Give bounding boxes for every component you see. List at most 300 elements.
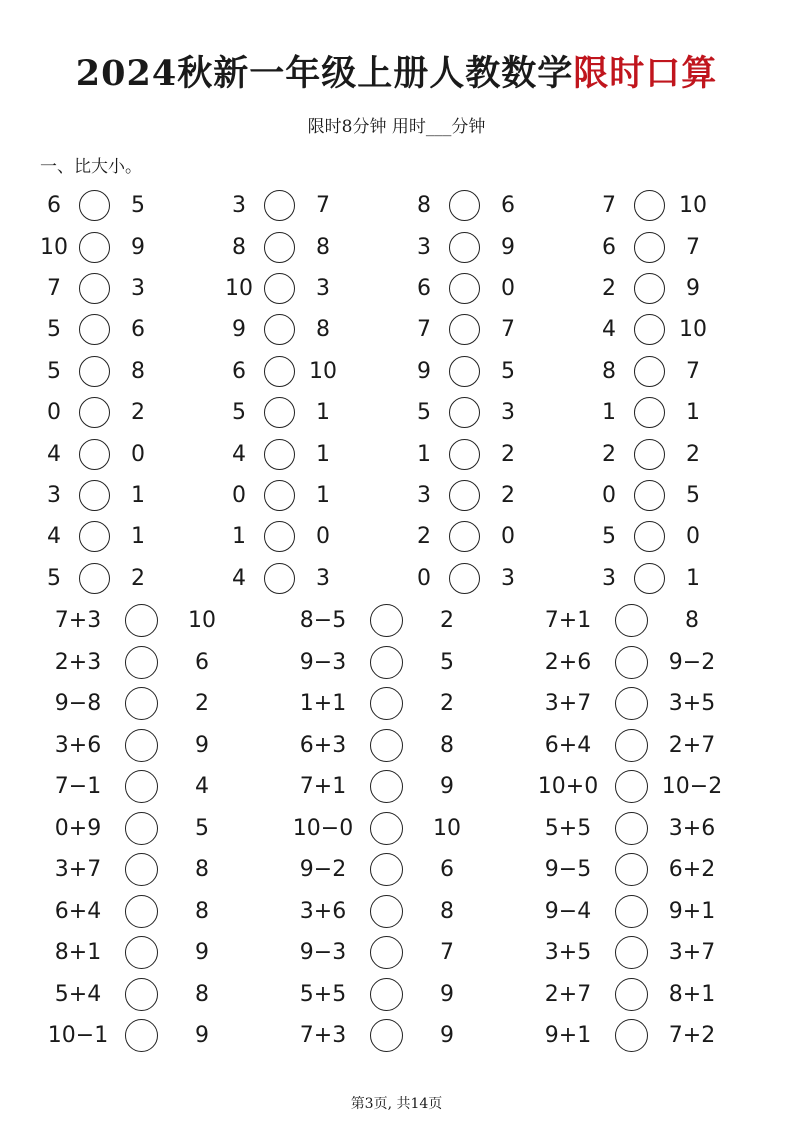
answer-circle[interactable]: [634, 314, 665, 345]
left-operand: 9−3: [299, 649, 347, 675]
left-operand: 4: [47, 524, 61, 550]
left-operand: 3: [47, 482, 61, 508]
right-operand: 3+7: [668, 940, 716, 966]
compare-item: [30, 356, 215, 387]
answer-circle[interactable]: [79, 480, 110, 511]
right-operand: 9: [195, 1023, 209, 1049]
left-operand: 1+1: [299, 691, 347, 717]
compare-item: [585, 563, 770, 594]
right-operand: 3+6: [668, 815, 716, 841]
problem-row: [38, 808, 778, 850]
answer-circle[interactable]: [449, 521, 480, 552]
left-operand: 3: [602, 565, 616, 591]
answer-circle[interactable]: [79, 273, 110, 304]
compare-item: [215, 480, 400, 511]
answer-circle[interactable]: [264, 273, 295, 304]
answer-circle[interactable]: [615, 729, 648, 762]
problem-row: [30, 309, 770, 350]
left-operand: 10+0: [537, 774, 599, 800]
problem-row: [30, 516, 770, 557]
answer-circle[interactable]: [125, 895, 158, 928]
left-operand: 4: [602, 317, 616, 343]
compare-item: [283, 646, 528, 679]
answer-circle[interactable]: [370, 978, 403, 1011]
compare-item: [215, 232, 400, 263]
compare-item: [38, 604, 283, 637]
answer-circle[interactable]: [370, 895, 403, 928]
left-operand: 9−2: [299, 857, 347, 883]
compare-item: [38, 729, 283, 762]
compare-item: [400, 232, 585, 263]
left-operand: 7+3: [54, 608, 102, 634]
left-operand: 6: [232, 358, 246, 384]
answer-circle[interactable]: [79, 397, 110, 428]
title-highlight: 限时口算: [573, 53, 718, 94]
right-operand: 0: [686, 524, 700, 550]
right-operand: 3: [316, 275, 330, 301]
right-operand: 8: [440, 732, 454, 758]
right-operand: 3: [501, 565, 515, 591]
compare-item: [528, 687, 773, 720]
right-operand: 10: [679, 193, 707, 219]
left-operand: 8: [417, 193, 431, 219]
left-operand: 2+6: [544, 649, 592, 675]
compare-item: [400, 439, 585, 470]
right-operand: 7: [686, 234, 700, 260]
compare-item: [585, 521, 770, 552]
answer-circle[interactable]: [449, 397, 480, 428]
left-operand: 0: [232, 482, 246, 508]
left-operand: 5+4: [54, 981, 102, 1007]
left-operand: 8: [232, 234, 246, 260]
left-operand: 10: [225, 275, 253, 301]
compare-item: [400, 397, 585, 428]
answer-circle[interactable]: [79, 232, 110, 263]
right-operand: 9: [131, 234, 145, 260]
left-operand: 3+7: [54, 857, 102, 883]
answer-circle[interactable]: [125, 604, 158, 637]
problem-row: [30, 558, 770, 599]
right-operand: 10−2: [661, 774, 723, 800]
right-operand: 1: [131, 482, 145, 508]
left-operand: 7: [417, 317, 431, 343]
problem-row: [38, 766, 778, 808]
compare-item: [400, 314, 585, 345]
answer-circle[interactable]: [79, 563, 110, 594]
problem-row: [38, 1015, 778, 1057]
answer-circle[interactable]: [449, 439, 480, 470]
compare-item: [283, 812, 528, 845]
right-operand: 5: [131, 193, 145, 219]
left-operand: 2+3: [54, 649, 102, 675]
answer-circle[interactable]: [79, 439, 110, 470]
compare-item: [30, 314, 215, 345]
right-operand: 8: [195, 898, 209, 924]
problem-row: [30, 433, 770, 474]
right-operand: 0: [316, 524, 330, 550]
answer-circle[interactable]: [370, 646, 403, 679]
left-operand: 5: [232, 400, 246, 426]
right-operand: 7: [316, 193, 330, 219]
compare-item: [400, 521, 585, 552]
left-operand: 3+7: [544, 691, 592, 717]
compare-item: [528, 978, 773, 1011]
left-operand: 0+9: [54, 815, 102, 841]
right-operand: 8: [195, 857, 209, 883]
answer-circle[interactable]: [370, 853, 403, 886]
answer-circle[interactable]: [615, 812, 648, 845]
compare-item: [283, 729, 528, 762]
right-operand: 7: [501, 317, 515, 343]
answer-circle[interactable]: [264, 439, 295, 470]
right-operand: 10: [309, 358, 337, 384]
right-operand: 3: [131, 275, 145, 301]
right-operand: 3: [316, 565, 330, 591]
answer-circle[interactable]: [370, 770, 403, 803]
page-footer: 第3页, 共14页: [350, 1096, 443, 1112]
right-operand: 3+5: [668, 691, 716, 717]
page-title: [0, 46, 793, 96]
compare-item: [215, 356, 400, 387]
left-operand: 2+7: [544, 981, 592, 1007]
time-limit-note: 限时8分钟 用时___分钟: [307, 117, 486, 137]
left-operand: 3+6: [299, 898, 347, 924]
right-operand: 10: [679, 317, 707, 343]
answer-circle[interactable]: [264, 232, 295, 263]
left-operand: 0: [47, 400, 61, 426]
problem-row: [30, 185, 770, 226]
compare-item: [30, 232, 215, 263]
answer-circle[interactable]: [449, 356, 480, 387]
right-operand: 5: [501, 358, 515, 384]
title-main: 2024秋新一年级上册人教数学: [75, 53, 574, 94]
compare-item: [30, 190, 215, 221]
right-operand: 9−2: [668, 649, 716, 675]
right-operand: 2: [131, 400, 145, 426]
answer-circle[interactable]: [264, 563, 295, 594]
right-operand: 9: [686, 275, 700, 301]
answer-circle[interactable]: [370, 687, 403, 720]
answer-circle[interactable]: [125, 729, 158, 762]
answer-circle[interactable]: [634, 521, 665, 552]
answer-circle[interactable]: [449, 314, 480, 345]
answer-circle[interactable]: [615, 936, 648, 969]
compare-item: [585, 356, 770, 387]
left-operand: 9−4: [544, 898, 592, 924]
answer-circle[interactable]: [264, 314, 295, 345]
right-operand: 2: [501, 441, 515, 467]
right-operand: 0: [131, 441, 145, 467]
compare-item: [283, 1019, 528, 1052]
answer-circle[interactable]: [615, 1019, 648, 1052]
answer-circle[interactable]: [449, 480, 480, 511]
compare-item: [400, 480, 585, 511]
answer-circle[interactable]: [634, 273, 665, 304]
left-operand: 9: [232, 317, 246, 343]
left-operand: 7+1: [299, 774, 347, 800]
left-operand: 2: [602, 275, 616, 301]
compare-item: [283, 853, 528, 886]
compare-item: [528, 604, 773, 637]
left-operand: 6+4: [54, 898, 102, 924]
answer-circle[interactable]: [634, 480, 665, 511]
left-operand: 10: [40, 234, 68, 260]
compare-item: [38, 936, 283, 969]
right-operand: 2: [131, 565, 145, 591]
answer-circle[interactable]: [615, 646, 648, 679]
answer-circle[interactable]: [79, 314, 110, 345]
answer-circle[interactable]: [370, 812, 403, 845]
answer-circle[interactable]: [634, 232, 665, 263]
answer-circle[interactable]: [615, 604, 648, 637]
right-operand: 5: [195, 815, 209, 841]
compare-numbers-grid: [30, 185, 770, 599]
answer-circle[interactable]: [125, 853, 158, 886]
right-operand: 8: [195, 981, 209, 1007]
compare-item: [283, 936, 528, 969]
compare-item: [38, 978, 283, 1011]
left-operand: 2: [602, 441, 616, 467]
compare-item: [30, 480, 215, 511]
right-operand: 8: [316, 317, 330, 343]
answer-circle[interactable]: [634, 190, 665, 221]
compare-item: [30, 273, 215, 304]
left-operand: 5: [602, 524, 616, 550]
answer-circle[interactable]: [615, 770, 648, 803]
left-operand: 8+1: [54, 940, 102, 966]
left-operand: 2: [417, 524, 431, 550]
left-operand: 9: [417, 358, 431, 384]
left-operand: 6: [47, 193, 61, 219]
left-operand: 7: [602, 193, 616, 219]
left-operand: 6+4: [544, 732, 592, 758]
answer-circle[interactable]: [449, 232, 480, 263]
answer-circle[interactable]: [125, 936, 158, 969]
answer-circle[interactable]: [79, 356, 110, 387]
compare-item: [30, 521, 215, 552]
answer-circle[interactable]: [264, 356, 295, 387]
right-operand: 2: [501, 482, 515, 508]
right-operand: 1: [316, 400, 330, 426]
compare-item: [215, 521, 400, 552]
answer-circle[interactable]: [615, 978, 648, 1011]
right-operand: 7+2: [668, 1023, 716, 1049]
right-operand: 9: [440, 981, 454, 1007]
left-operand: 3: [417, 234, 431, 260]
compare-item: [400, 273, 585, 304]
right-operand: 1: [686, 400, 700, 426]
compare-item: [528, 770, 773, 803]
answer-circle[interactable]: [449, 273, 480, 304]
compare-item: [38, 1019, 283, 1052]
right-operand: 2: [440, 608, 454, 634]
answer-circle[interactable]: [125, 812, 158, 845]
problem-row: [38, 725, 778, 767]
right-operand: 2+7: [668, 732, 716, 758]
compare-item: [585, 190, 770, 221]
right-operand: 4: [195, 774, 209, 800]
problem-row: [30, 226, 770, 267]
answer-circle[interactable]: [634, 356, 665, 387]
left-operand: 0: [602, 482, 616, 508]
right-operand: 1: [316, 441, 330, 467]
left-operand: 8−5: [299, 608, 347, 634]
answer-circle[interactable]: [125, 1019, 158, 1052]
answer-circle[interactable]: [264, 190, 295, 221]
compare-item: [528, 853, 773, 886]
answer-circle[interactable]: [615, 895, 648, 928]
left-operand: 3+5: [544, 940, 592, 966]
compare-item: [30, 439, 215, 470]
left-operand: 7: [47, 275, 61, 301]
answer-circle[interactable]: [79, 521, 110, 552]
answer-circle[interactable]: [615, 687, 648, 720]
answer-circle[interactable]: [264, 521, 295, 552]
answer-circle[interactable]: [125, 646, 158, 679]
compare-item: [215, 190, 400, 221]
right-operand: 9: [440, 1023, 454, 1049]
section-heading: 一、比大小。: [40, 157, 142, 177]
compare-item: [38, 895, 283, 928]
problem-row: [38, 932, 778, 974]
compare-item: [283, 687, 528, 720]
left-operand: 3: [232, 193, 246, 219]
problem-row: [38, 683, 778, 725]
problem-row: [30, 268, 770, 309]
right-operand: 6+2: [668, 857, 716, 883]
problem-row: [38, 891, 778, 933]
answer-circle[interactable]: [615, 853, 648, 886]
right-operand: 8: [316, 234, 330, 260]
left-operand: 4: [232, 441, 246, 467]
compare-item: [528, 1019, 773, 1052]
answer-circle[interactable]: [79, 190, 110, 221]
problem-row: [38, 849, 778, 891]
right-operand: 3: [501, 400, 515, 426]
answer-circle[interactable]: [634, 397, 665, 428]
right-operand: 9: [501, 234, 515, 260]
left-operand: 8: [602, 358, 616, 384]
right-operand: 6: [501, 193, 515, 219]
right-operand: 1: [131, 524, 145, 550]
answer-circle[interactable]: [264, 480, 295, 511]
compare-item: [400, 356, 585, 387]
left-operand: 9−8: [54, 691, 102, 717]
compare-item: [38, 853, 283, 886]
problem-row: [30, 351, 770, 392]
left-operand: 3+6: [54, 732, 102, 758]
answer-circle[interactable]: [634, 439, 665, 470]
compare-item: [528, 936, 773, 969]
right-operand: 8: [685, 608, 699, 634]
compare-item: [38, 812, 283, 845]
compare-item: [215, 439, 400, 470]
answer-circle[interactable]: [125, 770, 158, 803]
right-operand: 8: [440, 898, 454, 924]
answer-circle[interactable]: [370, 604, 403, 637]
left-operand: 10−1: [47, 1023, 109, 1049]
compare-item: [283, 978, 528, 1011]
answer-circle[interactable]: [125, 687, 158, 720]
left-operand: 5+5: [299, 981, 347, 1007]
answer-circle[interactable]: [125, 978, 158, 1011]
left-operand: 1: [417, 441, 431, 467]
answer-circle[interactable]: [370, 936, 403, 969]
right-operand: 6: [195, 649, 209, 675]
left-operand: 6: [602, 234, 616, 260]
left-operand: 10−0: [292, 815, 354, 841]
left-operand: 5: [47, 565, 61, 591]
answer-circle[interactable]: [264, 397, 295, 428]
answer-circle[interactable]: [370, 1019, 403, 1052]
compare-item: [30, 563, 215, 594]
compare-item: [585, 480, 770, 511]
answer-circle[interactable]: [370, 729, 403, 762]
left-operand: 1: [232, 524, 246, 550]
left-operand: 7+3: [299, 1023, 347, 1049]
left-operand: 0: [417, 565, 431, 591]
right-operand: 9: [195, 940, 209, 966]
compare-item: [283, 770, 528, 803]
answer-circle[interactable]: [449, 190, 480, 221]
answer-circle[interactable]: [449, 563, 480, 594]
right-operand: 8: [131, 358, 145, 384]
right-operand: 0: [501, 275, 515, 301]
compare-item: [38, 646, 283, 679]
problem-row: [38, 974, 778, 1016]
right-operand: 5: [686, 482, 700, 508]
left-operand: 5+5: [544, 815, 592, 841]
right-operand: 2: [686, 441, 700, 467]
left-operand: 1: [602, 400, 616, 426]
compare-item: [38, 770, 283, 803]
compare-item: [528, 729, 773, 762]
answer-circle[interactable]: [634, 563, 665, 594]
left-operand: 6+3: [299, 732, 347, 758]
left-operand: 9+1: [544, 1023, 592, 1049]
right-operand: 10: [433, 815, 461, 841]
compare-item: [528, 895, 773, 928]
compare-item: [585, 314, 770, 345]
right-operand: 2: [195, 691, 209, 717]
problem-row: [30, 392, 770, 433]
compare-item: [528, 812, 773, 845]
left-operand: 9−3: [299, 940, 347, 966]
right-operand: 7: [440, 940, 454, 966]
compare-expressions-grid: [38, 600, 778, 1057]
right-operand: 1: [686, 565, 700, 591]
right-operand: 0: [501, 524, 515, 550]
right-operand: 5: [440, 649, 454, 675]
left-operand: 5: [47, 317, 61, 343]
left-operand: 9−5: [544, 857, 592, 883]
problem-row: [30, 475, 770, 516]
left-operand: 4: [47, 441, 61, 467]
right-operand: 2: [440, 691, 454, 717]
right-operand: 9: [195, 732, 209, 758]
right-operand: 8+1: [668, 981, 716, 1007]
compare-item: [215, 397, 400, 428]
compare-item: [283, 604, 528, 637]
right-operand: 9: [440, 774, 454, 800]
left-operand: 7−1: [54, 774, 102, 800]
compare-item: [585, 439, 770, 470]
left-operand: 5: [47, 358, 61, 384]
right-operand: 6: [131, 317, 145, 343]
compare-item: [585, 397, 770, 428]
right-operand: 7: [686, 358, 700, 384]
left-operand: 4: [232, 565, 246, 591]
